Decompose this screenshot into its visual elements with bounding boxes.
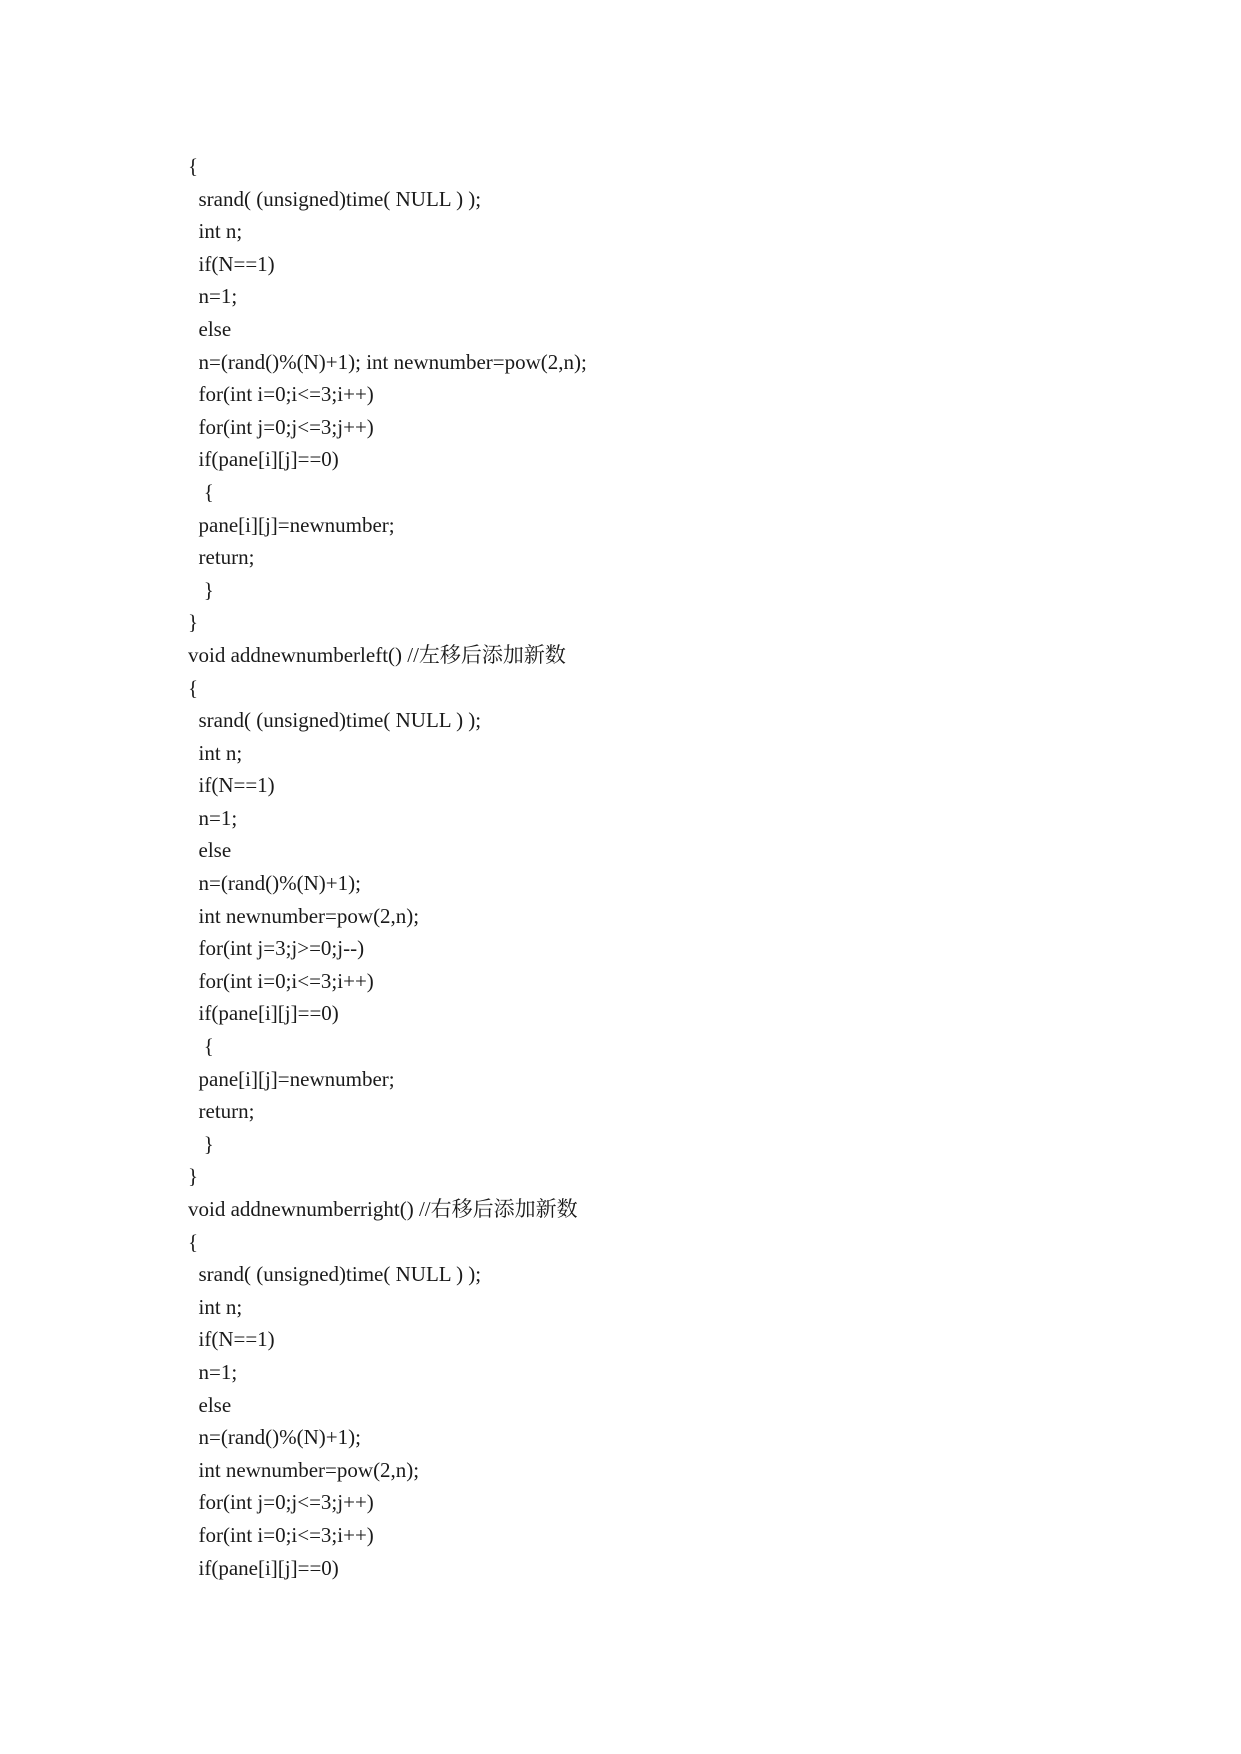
code-line: } xyxy=(188,1131,214,1156)
code-listing xyxy=(188,150,1088,1584)
code-line: if(pane[i][j]==0) xyxy=(188,447,339,472)
code-line: int n; xyxy=(188,740,243,765)
code-line: pane[i][j]=newnumber; xyxy=(188,1066,395,1091)
code-line: if(N==1) xyxy=(188,1327,275,1352)
code-line: pane[i][j]=newnumber; xyxy=(188,512,395,537)
code-line: { xyxy=(188,154,199,178)
code-line: return; xyxy=(188,545,255,570)
code-line: { xyxy=(188,675,199,700)
code-line: n=(rand()%(N)+1); xyxy=(188,1425,361,1450)
code-line: n=(rand()%(N)+1); xyxy=(188,871,361,896)
code-line: for(int j=3;j>=0;j--) xyxy=(188,936,365,961)
code-line: srand( (unsigned)time( NULL ) ); xyxy=(188,708,482,733)
code-line: for(int i=0;i<=3;i++) xyxy=(188,968,374,993)
code-line: for(int i=0;i<=3;i++) xyxy=(188,1522,374,1547)
code-line: for(int i=0;i<=3;i++) xyxy=(188,382,374,407)
code-line: } xyxy=(188,577,214,602)
code-line: void addnewnumberright() //右移后添加新数 xyxy=(188,1197,578,1221)
code-line: n=1; xyxy=(188,284,238,309)
code-line: return; xyxy=(188,1099,255,1124)
code-line: for(int j=0;j<=3;j++) xyxy=(188,1490,374,1515)
code-line: n=1; xyxy=(188,1359,238,1384)
code-line: if(N==1) xyxy=(188,251,275,276)
code-line: { xyxy=(188,1034,214,1059)
code-line: } xyxy=(188,610,199,635)
code-line: int n; xyxy=(188,1294,243,1319)
code-line: for(int j=0;j<=3;j++) xyxy=(188,414,374,439)
code-line: n=1; xyxy=(188,805,238,830)
code-line: int n; xyxy=(188,219,243,244)
code-line: srand( (unsigned)time( NULL ) ); xyxy=(188,1262,482,1287)
code-line: else xyxy=(188,838,232,863)
code-line: { xyxy=(188,479,214,504)
code-line: void addnewnumberleft() //左移后添加新数 xyxy=(188,642,566,667)
code-line: if(pane[i][j]==0) xyxy=(188,1555,339,1580)
code-line: if(pane[i][j]==0) xyxy=(188,1001,339,1026)
code-line: int newnumber=pow(2,n); xyxy=(188,1457,420,1482)
code-line: if(N==1) xyxy=(188,773,275,798)
code-line: } xyxy=(188,1164,199,1189)
code-line: srand( (unsigned)time( NULL ) ); xyxy=(188,186,482,211)
code-line: { xyxy=(188,1229,199,1254)
code-line: n=(rand()%(N)+1); int newnumber=pow(2,n); xyxy=(188,349,587,374)
code-line: int newnumber=pow(2,n); xyxy=(188,903,420,928)
code-line: else xyxy=(188,316,232,341)
code-line: else xyxy=(188,1392,232,1417)
